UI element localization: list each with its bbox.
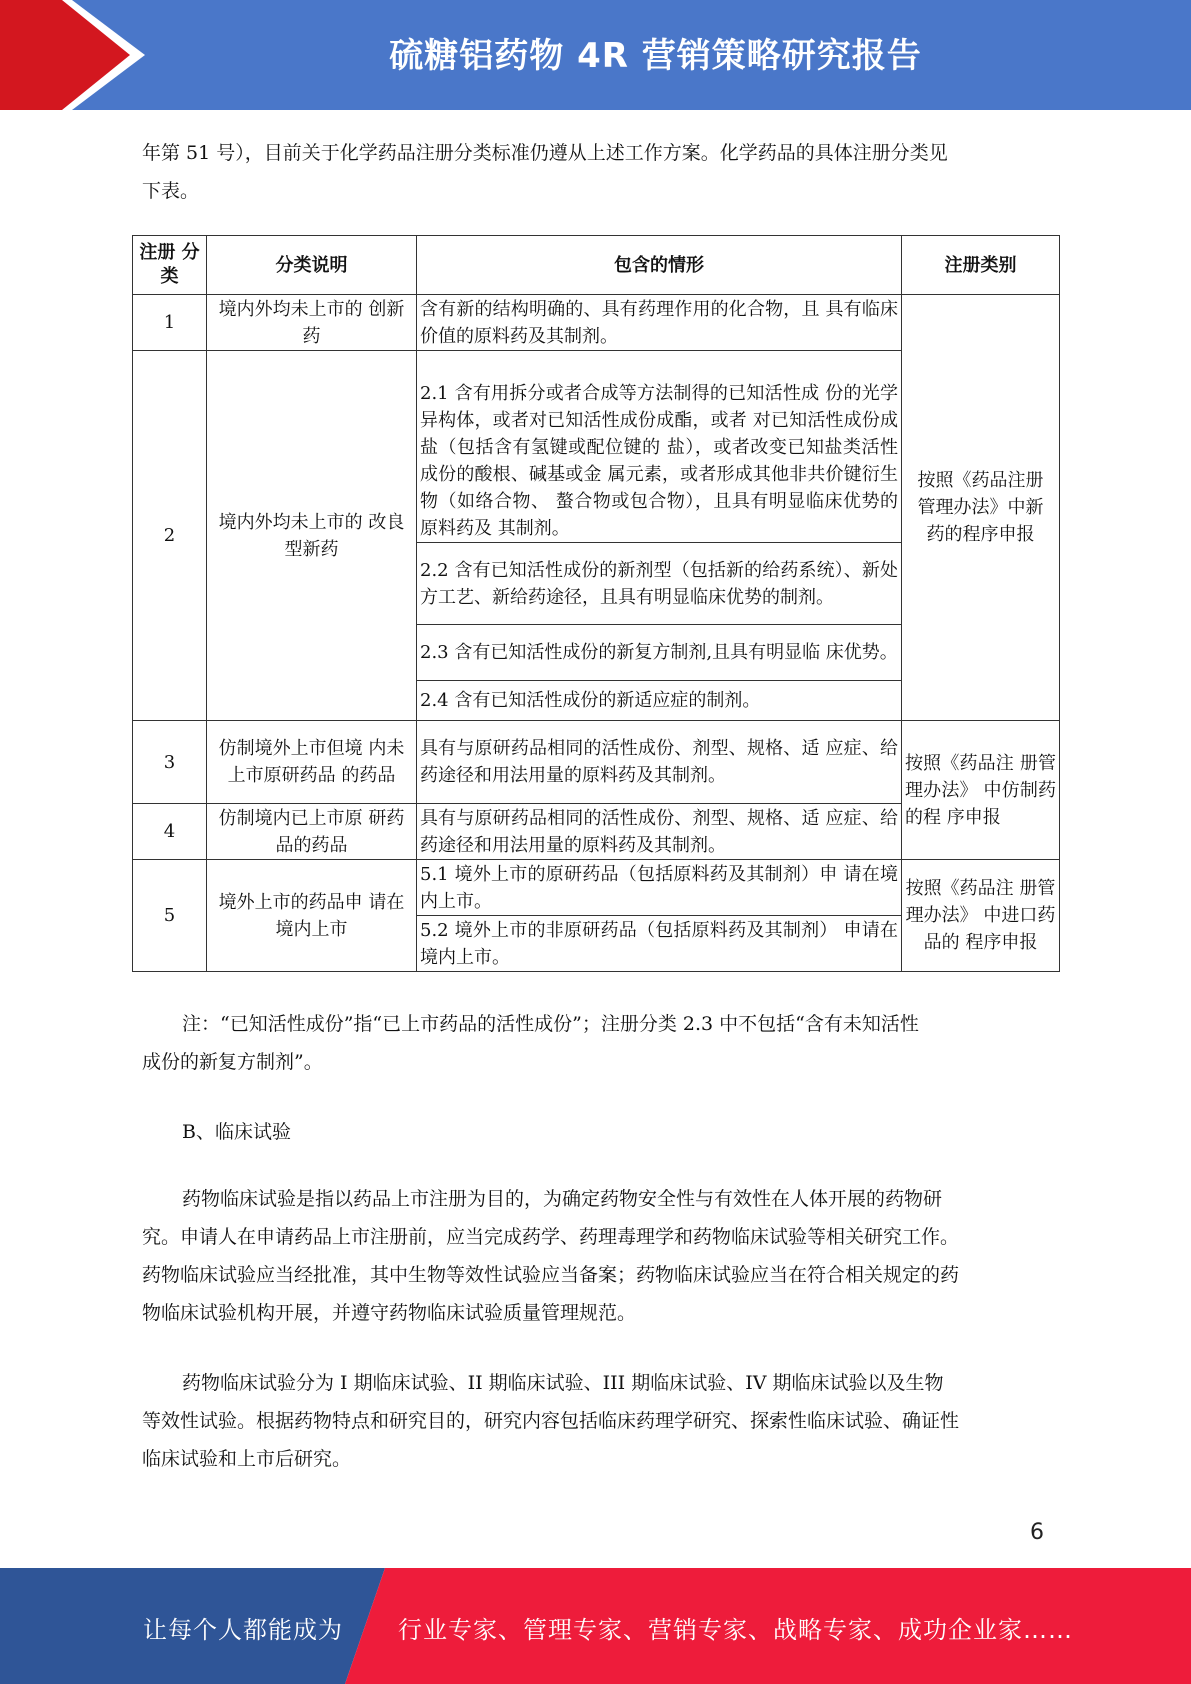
header-included-cases: 包含的情形 xyxy=(417,236,902,295)
table-row xyxy=(133,860,1060,916)
intro-line-1: 年第 51 号），目前关于化学药品注册分类标准仍遵从上述工作方案。化学药品的具体注册分类见 xyxy=(142,142,948,164)
class-description: 境外上市的药品申 请在境内上市 xyxy=(207,860,417,972)
header-registration-class: 注册 分类 xyxy=(133,236,207,295)
class-number: 1 xyxy=(133,295,207,351)
class-description: 境内外均未上市的 改良型新药 xyxy=(207,351,417,721)
class-description: 境内外均未上市的 创新药 xyxy=(207,295,417,351)
category-generic: 按照《药品注 册管理办法》 中仿制药的程 序申报 xyxy=(902,721,1060,860)
para1-line-3: 药物临床试验应当经批准，其中生物等效性试验应当备案；药物临床试验应当在符合相关规定的药 xyxy=(142,1264,960,1286)
page-footer xyxy=(0,1568,1191,1684)
report-title: 硫糖铝药物 4R 营销策略研究报告 xyxy=(389,36,922,76)
case-text: 含有新的结构明确的、具有药理作用的化合物，且 具有临床价值的原料药及其制剂。 xyxy=(417,295,902,351)
intro-line-2: 下表。 xyxy=(142,180,200,202)
case-text: 2.3 含有已知活性成份的新复方制剂,且具有明显临 床优势。 xyxy=(417,625,902,681)
footer-slogan-right: 行业专家、管理专家、营销专家、战略专家、成功企业家…… xyxy=(398,1616,1073,1644)
para1-line-1: 药物临床试验是指以药品上市注册为目的，为确定药物安全性与有效性在人体开展的药物研 xyxy=(182,1188,943,1210)
note-line-1: 注：“已知活性成份”指“已上市药品的活性成份”；注册分类 2.3 中不包括“含有未知活性 xyxy=(182,1013,919,1035)
trial-phases-paragraph xyxy=(142,1364,1047,1478)
class-number: 5 xyxy=(133,860,207,972)
para2-line-2: 等效性试验。根据药物特点和研究目的，研究内容包括临床药理学研究、探索性临床试验、确证性 xyxy=(142,1410,960,1432)
table-row xyxy=(133,295,1060,351)
case-text: 2.2 含有已知活性成份的新剂型（包括新的给药系统）、新处方工艺、新给药途径，且具有明显临床优势的制剂。 xyxy=(417,543,902,625)
class-number: 2 xyxy=(133,351,207,721)
page-number: 6 xyxy=(1030,1520,1044,1545)
header-registration-category: 注册类别 xyxy=(902,236,1060,295)
class-number: 3 xyxy=(133,721,207,804)
table-note xyxy=(142,1005,1047,1081)
note-line-2: 成份的新复方制剂”。 xyxy=(142,1051,323,1073)
para2-line-1: 药物临床试验分为 I 期临床试验、II 期临床试验、III 期临床试验、IV 期临床试验以及生物 xyxy=(182,1372,944,1394)
case-text: 2.4 含有已知活性成份的新适应症的制剂。 xyxy=(417,681,902,721)
class-description: 仿制境外上市但境 内未上市原研药品 的药品 xyxy=(207,721,417,804)
para2-line-3: 临床试验和上市后研究。 xyxy=(142,1448,352,1470)
intro-paragraph xyxy=(142,134,1047,210)
section-heading: B、临床试验 xyxy=(182,1121,291,1143)
category-import: 按照《药品注 册管理办法》 中进口药品的 程序申报 xyxy=(902,860,1060,972)
category-new-drug: 按照《药品注册管理办法》中新药的程序申报 xyxy=(902,295,1060,721)
para1-line-2: 究。申请人在申请药品上市注册前，应当完成药学、药理毒理学和药物临床试验等相关研究工作。 xyxy=(142,1226,960,1248)
header-class-description: 分类说明 xyxy=(207,236,417,295)
case-text: 5.1 境外上市的原研药品（包括原料药及其制剂）申 请在境内上市。 xyxy=(417,860,902,916)
table-row xyxy=(133,721,1060,804)
case-text: 具有与原研药品相同的活性成份、剂型、规格、适 应症、给药途径和用法用量的原料药及其制剂。 xyxy=(417,804,902,860)
registration-table xyxy=(132,235,1060,972)
para1-line-4: 物临床试验机构开展，并遵守药物临床试验质量管理规范。 xyxy=(142,1302,637,1324)
case-text: 5.2 境外上市的非原研药品（包括原料药及其制剂） 申请在境内上市。 xyxy=(417,916,902,972)
class-description: 仿制境内已上市原 研药品的药品 xyxy=(207,804,417,860)
table-header-row xyxy=(133,236,1060,295)
footer-slogan-left: 让每个人都能成为 xyxy=(143,1616,343,1644)
clinical-trial-paragraph xyxy=(142,1180,1047,1332)
case-text: 具有与原研药品相同的活性成份、剂型、规格、适 应症、给药途径和用法用量的原料药及其制剂。 xyxy=(417,721,902,804)
page-header xyxy=(0,0,1191,110)
class-number: 4 xyxy=(133,804,207,860)
case-text: 2.1 含有用拆分或者合成等方法制得的已知活性成 份的光学异构体，或者对已知活性成份成酯，或者 对已知活性成份成盐（包括含有氢键或配位键的 盐），或者改变已知盐类活性成份的酸根、碱基或金 属元素，或者形成其他非共价键衍生物（如络合物、 螯合物或包合物），且具有明显临床优势的原料药及 其制剂。 xyxy=(417,351,902,543)
